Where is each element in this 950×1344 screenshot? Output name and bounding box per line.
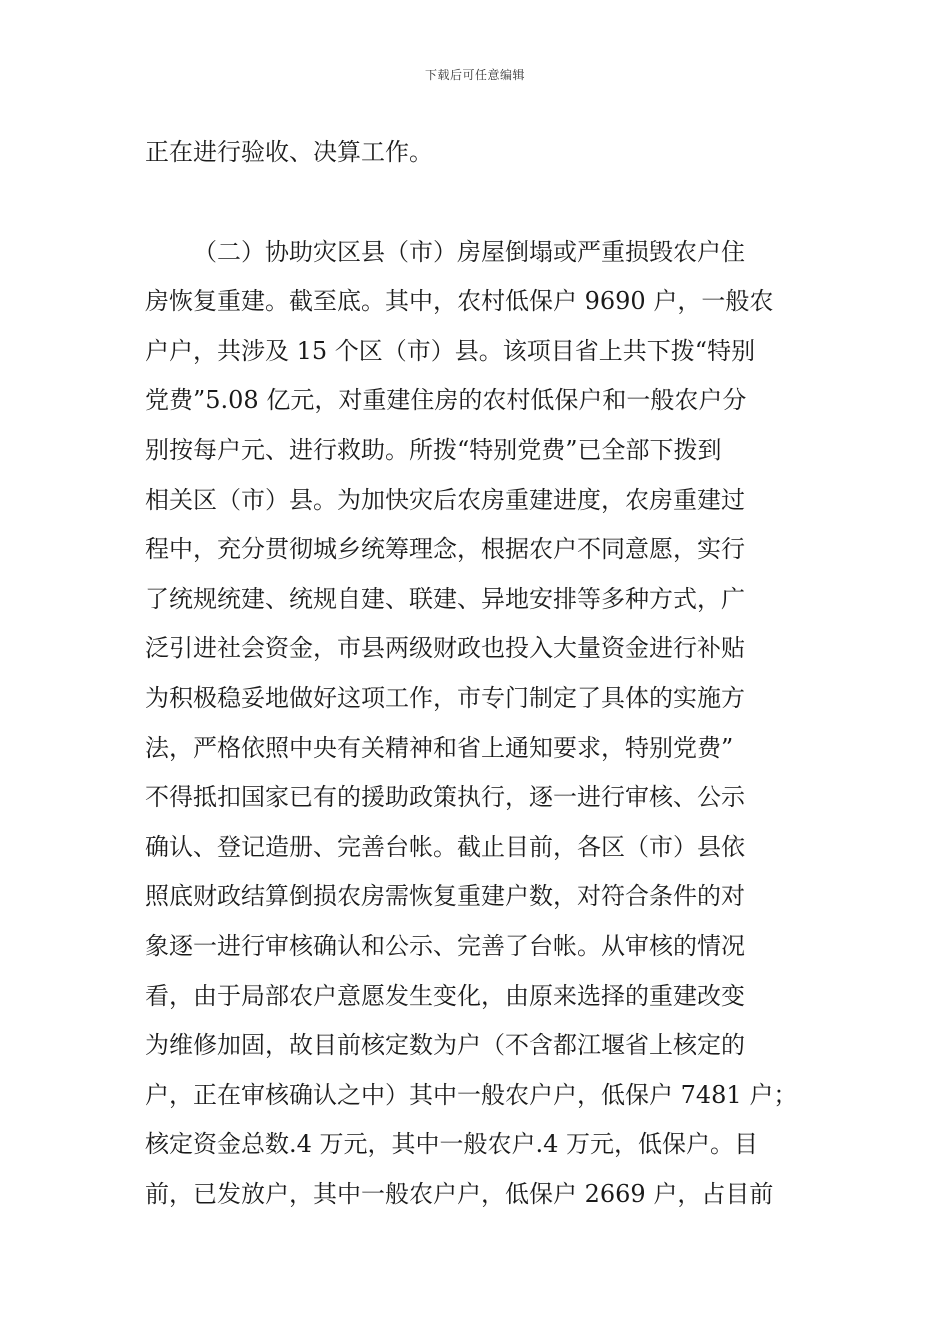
text-line: 看，由于局部农户意愿发生变化，由原来选择的重建改变 — [145, 981, 745, 1010]
text-line: 了统规统建、统规自建、联建、异地安排等多种方式，广 — [145, 584, 745, 613]
document-body — [145, 128, 815, 1219]
paragraph-gap — [145, 178, 815, 228]
page-header: 下载后可任意编辑 — [424, 68, 525, 82]
text-line: （二）协助灾区县（市）房屋倒塌或严重损毁农户住 — [193, 237, 745, 266]
text-line: 象逐一进行审核确认和公示、完善了台帐。从审核的情况 — [145, 931, 745, 960]
text-line: 别按每户元、进行救助。所拨“特别党费”已全部下拨到 — [145, 435, 722, 464]
text-line: 户，正在审核确认之中）其中一般农户户，低保户 7481 户； — [145, 1080, 798, 1109]
text-line: 核定资金总数.4 万元，其中一般农户.4 万元，低保户。目 — [145, 1130, 759, 1159]
text-line: 法，严格依照中央有关精神和省上通知要求，特别党费” — [145, 733, 734, 762]
text-line: 前，已发放户，其中一般农户户，低保户 2669 户，占目前 — [145, 1179, 774, 1208]
text-line: 房恢复重建。截至底。其中，农村低保户 9690 户，一般农 — [145, 287, 774, 316]
text-line: 泛引进社会资金，市县两级财政也投入大量资金进行补贴 — [145, 634, 745, 663]
text-line: 为积极稳妥地做好这项工作，市专门制定了具体的实施方 — [145, 683, 745, 712]
text-line: 确认、登记造册、完善台帐。截止目前，各区（市）县依 — [145, 832, 745, 861]
paragraph-1 — [145, 128, 815, 178]
text-line: 程中，充分贯彻城乡统筹理念，根据农户不同意愿，实行 — [145, 535, 745, 564]
text-line: 党费”5.08 亿元，对重建住房的农村低保户和一般农户分 — [145, 386, 747, 415]
paragraph-2 — [145, 228, 815, 1220]
text-line: 正在进行验收、决算工作。 — [145, 138, 433, 166]
text-line: 户户，共涉及 15 个区（市）县。该项目省上共下拨“特别 — [145, 336, 756, 365]
text-line: 相关区（市）县。为加快灾后农房重建进度，农房重建过 — [145, 485, 745, 514]
text-line: 为维修加固，故目前核定数为户（不含都江堰省上核定的 — [145, 1031, 745, 1060]
text-line: 不得抵扣国家已有的援助政策执行，逐一进行审核、公示 — [145, 783, 745, 812]
text-line: 照底财政结算倒损农房需恢复重建户数，对符合条件的对 — [145, 882, 745, 911]
